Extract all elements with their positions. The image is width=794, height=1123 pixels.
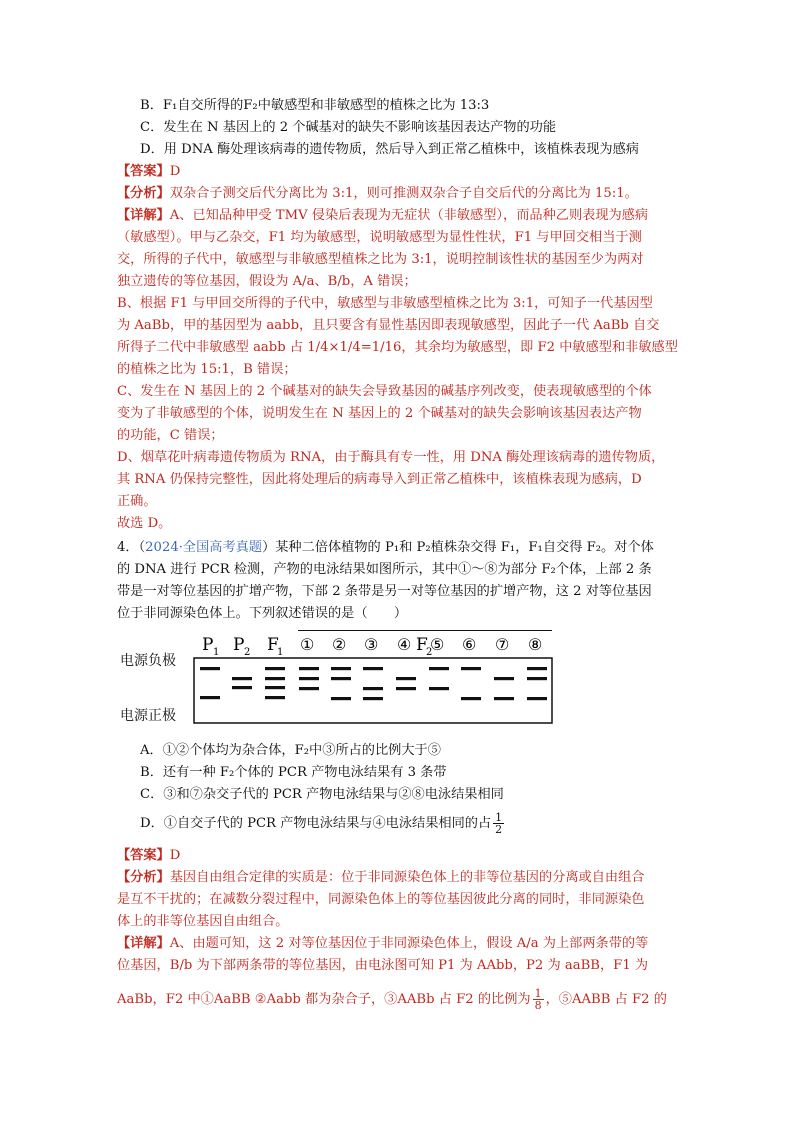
detail-q3-line9: C、发生在 N 基因上的 2 个碱基对的缺失会导致基因的碱基序列改变，使表现敏感型的个体 bbox=[117, 384, 652, 399]
detail-label: 【详解】 bbox=[117, 208, 170, 223]
lane-number: ⑦ bbox=[495, 635, 510, 654]
analysis-q4-line3: 体上的非等位基因自由组合。 bbox=[117, 914, 289, 929]
answer-q3 bbox=[117, 163, 180, 181]
detail-q3-line10: 变为了非敏感型的个体，说明发生在 N 基因上的 2 个碱基对的缺失会影响该基因表达产物 bbox=[117, 406, 642, 421]
question-4-line3: 带是一对等位基因的扩增产物，下部 2 条带是另一对等位基因的扩增产物，这 2 对等位基因 bbox=[117, 584, 652, 599]
answer-value: D bbox=[169, 848, 181, 863]
detail-text: AaBb，F2 中①AaBB ②Aabb 都为杂合子，③AABb 占 F2 的比例为 bbox=[117, 992, 531, 1007]
positive-pole-label: 电源正极 bbox=[120, 708, 176, 724]
negative-pole-label: 电源负极 bbox=[120, 653, 176, 669]
answer-label: 【答案】 bbox=[117, 164, 170, 179]
gel-band bbox=[331, 667, 351, 670]
option-c: C．发生在 N 基因上的 2 个碱基对的缺失不影响该基因表达产物的功能 bbox=[140, 120, 557, 135]
gel-band bbox=[494, 677, 514, 680]
gel-band bbox=[527, 697, 547, 700]
fraction-eighth bbox=[533, 988, 544, 1011]
detail-text: A、由题可知，这 2 对等位基因位于非同源染色体上，假设 A/a 为上部两条带的等 bbox=[169, 936, 649, 951]
answer-q4 bbox=[117, 847, 180, 865]
analysis-text: 基因自由组合定律的实质是：位于非同源染色体上的非等位基因的分离或自由组合 bbox=[169, 870, 645, 885]
question-4-line1 bbox=[117, 539, 654, 557]
answer-label: 【答案】 bbox=[117, 848, 170, 863]
q4-option-d bbox=[140, 812, 506, 835]
gel-band bbox=[527, 677, 547, 680]
detail-q3-line13: 其 RNA 仍保持完整性，因此将处理后的病毒导入到正常乙植株中，该植株表现为感病，D bbox=[117, 472, 642, 487]
f2-bracket-line bbox=[298, 630, 552, 631]
detail-q3-line11: 的功能，C 错误； bbox=[117, 428, 224, 443]
detail-text: A、已知品种甲受 TMV 侵染后表现为无症状（非敏感型），而品种乙则表现为感病 bbox=[169, 208, 649, 223]
lane-number: ② bbox=[332, 635, 347, 654]
gel-band bbox=[429, 667, 449, 670]
gel-band bbox=[331, 677, 351, 680]
gel-band bbox=[331, 697, 351, 700]
lane-number: ⑥ bbox=[462, 635, 477, 654]
fraction-denominator: 8 bbox=[534, 999, 542, 1012]
gel-band bbox=[363, 667, 383, 670]
label-p2-sub: 2 bbox=[244, 647, 251, 658]
detail-q3-line4: 独立遗传的等位基因，假设为 A/a、B/b，A 错误； bbox=[117, 274, 417, 289]
question-4-line2: 的 DNA 进行 PCR 检测，产物的电泳结果如图所示，其中①～⑧为部分 F₂个体，上部 2 条 bbox=[117, 562, 652, 577]
detail-q3-line7: 所得子二代中非敏感型 aabb 占 1/4×1/4=1/16，其余均为敏感型，即 F2 中敏感型和非敏感型 bbox=[117, 340, 678, 355]
gel-band bbox=[299, 677, 319, 680]
detail-q3-line3: 交，所得的子代中，敏感型与非敏感型植株之比为 3:1，说明控制该性状的基因至少为两对 bbox=[117, 252, 644, 267]
analysis-label: 【分析】 bbox=[117, 870, 170, 885]
lane-number: ④ bbox=[397, 635, 412, 654]
gel-band bbox=[363, 697, 383, 700]
fraction-numerator: 1 bbox=[534, 987, 542, 1000]
detail-label: 【详解】 bbox=[117, 936, 170, 951]
question-number: 4．（ bbox=[117, 540, 146, 555]
gel-band bbox=[265, 677, 285, 680]
question-4-line4: 位于非同源染色体上。下列叙述错误的是（ ） bbox=[117, 606, 408, 621]
gel-band bbox=[265, 667, 285, 670]
analysis-text: 双杂合子测交后代分离比为 3:1，则可推测双杂合子自交后代的分离比为 15:1。 bbox=[169, 186, 638, 201]
gel-band bbox=[232, 686, 252, 689]
detail-q3-line14: 正确。 bbox=[117, 494, 157, 509]
q4-option-a: A．①②个体均为杂合体，F₂中③所占的比例大于⑤ bbox=[140, 743, 441, 758]
lane-number: ⑤ bbox=[430, 635, 445, 654]
label-p1: P bbox=[202, 635, 214, 655]
analysis-q3 bbox=[117, 185, 638, 203]
lane-number: ③ bbox=[364, 635, 379, 654]
gel-band bbox=[461, 697, 481, 700]
detail-text-tail: ，⑤AABB 占 F2 的 bbox=[545, 992, 667, 1007]
label-f2-sub: 2 bbox=[426, 647, 433, 658]
question-text: ）某种二倍体植物的 P₁和 P₂植株杂交得 F₁，F₁自交得 F₂。对个体 bbox=[262, 540, 654, 555]
q4-option-d-text: D．①自交子代的 PCR 产物电泳结果与④电泳结果相同的占 bbox=[140, 816, 492, 831]
q4-option-c: C．③和⑦杂交子代的 PCR 产物电泳结果与②⑧电泳结果相同 bbox=[140, 787, 504, 802]
detail-q3-line5: B、根据 F1 与甲回交所得的子代中，敏感型与非敏感型植株之比为 3:1，可知子一代基因型 bbox=[117, 296, 653, 311]
option-b: B．F₁自交所得的F₂中敏感型和非敏感型的植株之比为 13:3 bbox=[140, 98, 490, 113]
gel-band bbox=[363, 687, 383, 690]
analysis-label: 【分析】 bbox=[117, 186, 170, 201]
answer-value: D bbox=[169, 164, 181, 179]
choose-q3: 故选 D。 bbox=[117, 516, 172, 531]
q4-option-b: B．还有一种 F₂个体的 PCR 产物电泳结果有 3 条带 bbox=[140, 765, 447, 780]
gel-band bbox=[232, 677, 252, 680]
gel-band bbox=[527, 667, 547, 670]
fraction-half bbox=[493, 812, 504, 835]
gel-band bbox=[429, 687, 449, 690]
question-source-link[interactable]: 2024·全国高考真题 bbox=[145, 540, 263, 555]
label-p2: P bbox=[233, 635, 245, 655]
analysis-q4-line2: 是互不干扰的；在减数分裂过程中，同源染色体上的等位基因彼此分离的同时，非同源染色 bbox=[117, 892, 645, 907]
gel-band bbox=[494, 697, 514, 700]
gel-band bbox=[299, 687, 319, 690]
option-d: D．用 DNA 酶处理该病毒的遗传物质，然后导入到正常乙植株中，该植株表现为感病 bbox=[140, 142, 639, 157]
detail-q4-line1 bbox=[117, 935, 648, 953]
detail-q3-line1 bbox=[117, 207, 648, 225]
detail-q3-line2: （敏感型）。甲与乙杂交，F1 均为敏感型，说明敏感型为显性性状，F1 与甲回交相当于测 bbox=[117, 230, 642, 245]
gel-band bbox=[200, 667, 220, 670]
gel-band bbox=[461, 667, 481, 670]
lane-number: ① bbox=[300, 635, 315, 654]
gel-band bbox=[396, 677, 416, 680]
detail-q3-line6: 为 AaBb，甲的基因型为 aabb，且只要含有显性基因即表现敏感型，因此子一代 AaBb 自交 bbox=[117, 318, 660, 333]
electrophoresis-figure bbox=[110, 628, 560, 728]
detail-q3-line8: 的植株之比为 15:1，B 错误； bbox=[117, 362, 297, 377]
detail-q4-line3 bbox=[117, 988, 667, 1011]
label-p1-sub: 1 bbox=[213, 647, 220, 658]
fraction-denominator: 2 bbox=[495, 823, 503, 836]
gel-band bbox=[396, 687, 416, 690]
lane-number: ⑧ bbox=[528, 635, 543, 654]
gel-band bbox=[299, 667, 319, 670]
label-f1-sub: 1 bbox=[277, 647, 284, 658]
label-f2: F bbox=[416, 635, 428, 655]
label-f1: F bbox=[267, 635, 279, 655]
detail-q4-line2: 位基因，B/b 为下部两条带的等位基因，由电泳图可知 P1 为 AAbb，P2 为 aaBB，F1 为 bbox=[117, 958, 649, 973]
gel-band bbox=[265, 686, 285, 689]
fraction-numerator: 1 bbox=[495, 811, 503, 824]
gel-band bbox=[265, 696, 285, 699]
gel-band bbox=[200, 696, 220, 699]
analysis-q4-line1 bbox=[117, 869, 645, 887]
detail-q3-line12: D、烟草花叶病毒遗传物质为 RNA，由于酶具有专一性，用 DNA 酶处理该病毒的遗传物质， bbox=[117, 450, 665, 465]
